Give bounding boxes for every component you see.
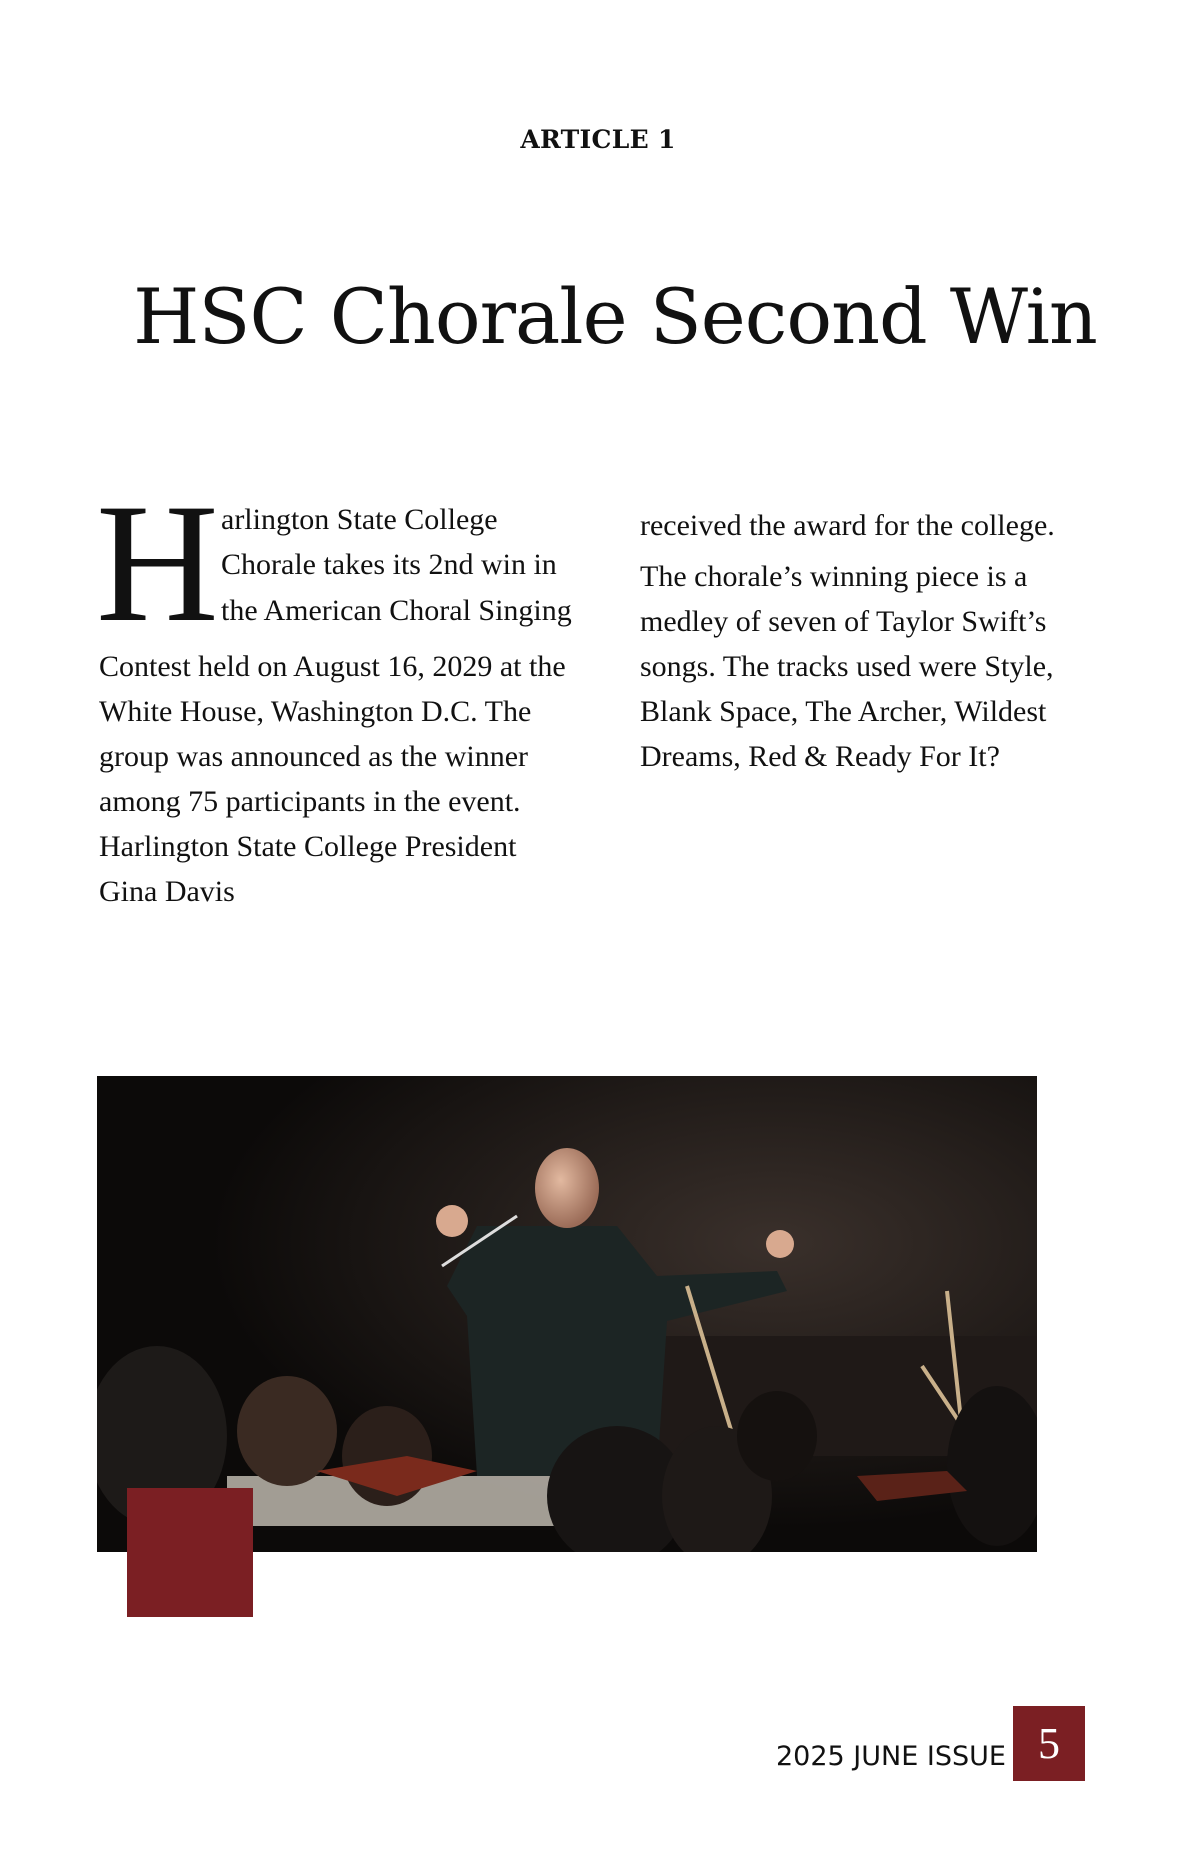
text-line: Gina Davis xyxy=(99,875,235,908)
text-line: the American Choral Singing xyxy=(221,594,572,627)
text-line: Blank Space, The Archer, Wildest xyxy=(640,695,1047,728)
article-title: HSC Chorale Second Win xyxy=(133,272,1097,361)
article-kicker: ARTICLE 1 xyxy=(520,125,676,154)
text-line: Chorale takes its 2nd win in xyxy=(221,548,557,581)
text-line: received the award for the college. xyxy=(640,509,1055,542)
text-line: group was announced as the winner xyxy=(99,740,529,773)
text-line: Contest held on August 16, 2029 at the xyxy=(99,650,566,683)
page-number: 5 xyxy=(1013,1706,1085,1781)
text-line: songs. The tracks used were Style, xyxy=(640,650,1054,683)
text-line: Harlington State College President xyxy=(99,830,517,863)
text-line: White House, Washington D.C. The xyxy=(99,695,532,728)
accent-square xyxy=(127,1488,253,1617)
conductor-orchestra-photo xyxy=(97,1076,1037,1552)
text-line: medley of seven of Taylor Swift’s xyxy=(640,605,1047,638)
text-line: arlington State College xyxy=(221,503,498,536)
drop-cap: H xyxy=(96,469,219,657)
text-line: among 75 participants in the event. xyxy=(99,785,521,818)
text-line: The chorale’s winning piece is a xyxy=(640,560,1028,593)
issue-label: 2025 JUNE ISSUE xyxy=(776,1741,1006,1772)
text-line: Dreams, Red & Ready For It? xyxy=(640,740,1000,773)
